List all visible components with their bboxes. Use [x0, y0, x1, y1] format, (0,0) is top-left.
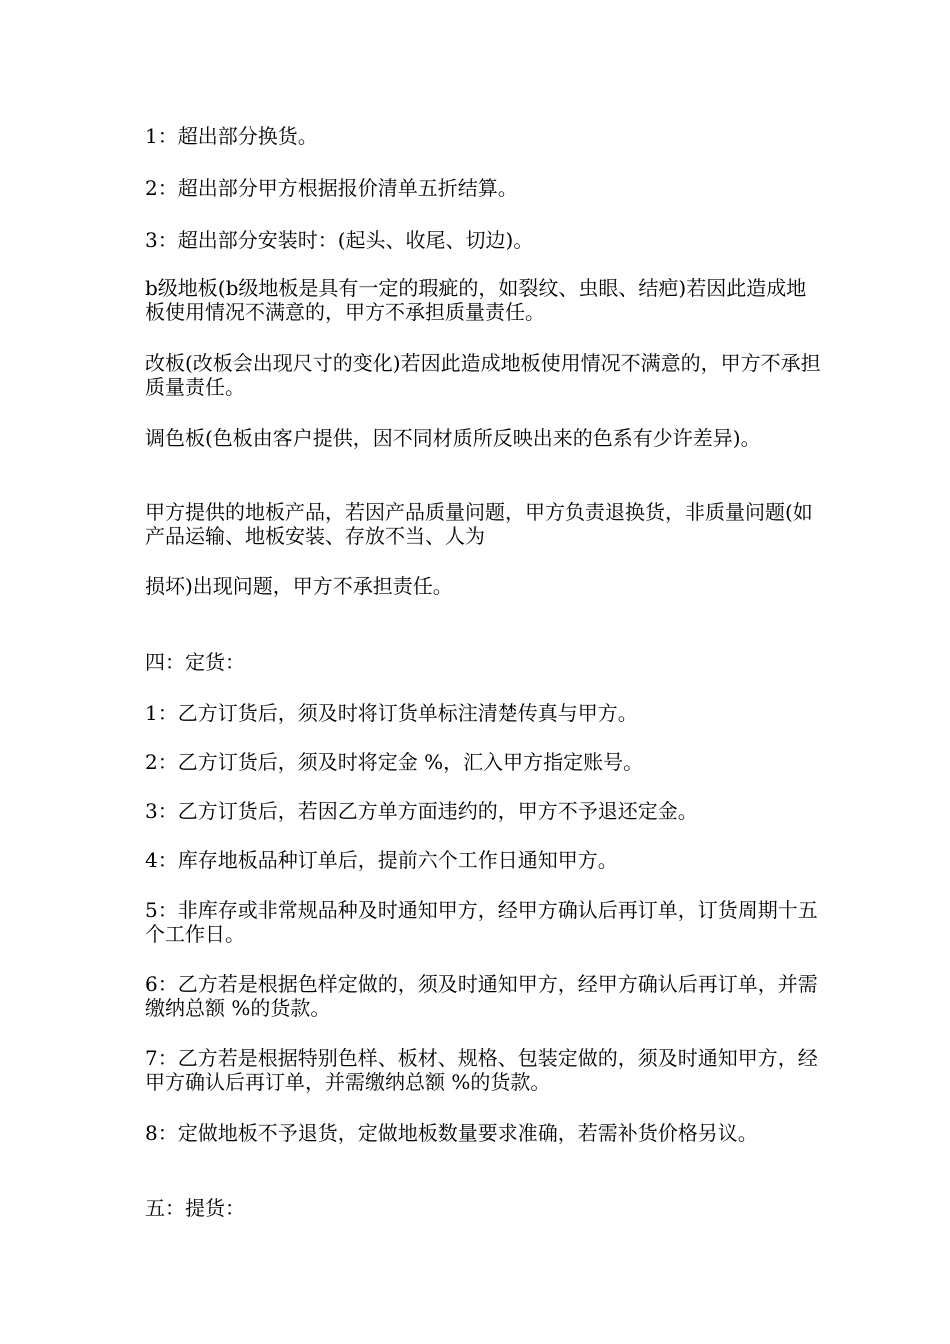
paragraph-half-price-settlement: 2：超出部分甲方根据报价清单五折结算。 — [145, 176, 518, 200]
paragraph-installation-excess: 3：超出部分安装时：(起头、收尾、切边)。 — [145, 228, 534, 252]
paragraph-modified-board: 改板(改板会出现尺寸的变化)若因此造成地板使用情况不满意的，甲方不承担质量责任。 — [145, 351, 821, 399]
paragraph-stock-order: 4：库存地板品种订单后，提前六个工作日通知甲方。 — [145, 848, 618, 872]
paragraph-custom-no-return: 8：定做地板不予退货，定做地板数量要求准确，若需补货价格另议。 — [145, 1121, 758, 1145]
paragraph-deposit-forfeit: 3：乙方订货后，若因乙方单方面违约的，甲方不予退还定金。 — [145, 799, 698, 823]
paragraph-color-sample-order: 6：乙方若是根据色样定做的，须及时通知甲方，经甲方确认后再订单，并需缴纳总额 %的货款。 — [145, 972, 818, 1020]
section-heading-ordering: 四：定货： — [145, 650, 245, 674]
section-heading-pickup: 五：提货： — [145, 1196, 245, 1220]
paragraph-special-order: 7：乙方若是根据特别色样、板材、规格、包装定做的，须及时通知甲方，经甲方确认后再订单，并需缴纳总额 %的货款。 — [145, 1046, 818, 1094]
paragraph-quality-responsibility: 甲方提供的地板产品，若因产品质量问题，甲方负责退换货，非质量问题(如产品运输、地板安装、存放不当、人为 — [145, 500, 813, 548]
paragraph-deposit: 2：乙方订货后，须及时将定金 %，汇入甲方指定账号。 — [145, 750, 644, 774]
paragraph-order-fax: 1：乙方订货后，须及时将订货单标注清楚传真与甲方。 — [145, 701, 638, 725]
paragraph-color-palette: 调色板(色板由客户提供，因不同材质所反映出来的色系有少许差异)。 — [145, 426, 761, 450]
paragraph-replace-goods: 1：超出部分换货。 — [145, 124, 318, 148]
paragraph-damage-liability: 损坏)出现问题，甲方不承担责任。 — [145, 574, 453, 598]
paragraph-b-grade-floor: b级地板(b级地板是具有一定的瑕疵的，如裂纹、虫眼、结疤)若因此造成地板使用情况不满意的，甲方不承担质量责任。 — [145, 276, 807, 324]
paragraph-non-stock-order: 5：非库存或非常规品种及时通知甲方，经甲方确认后再订单，订货周期十五个工作日。 — [145, 898, 818, 946]
